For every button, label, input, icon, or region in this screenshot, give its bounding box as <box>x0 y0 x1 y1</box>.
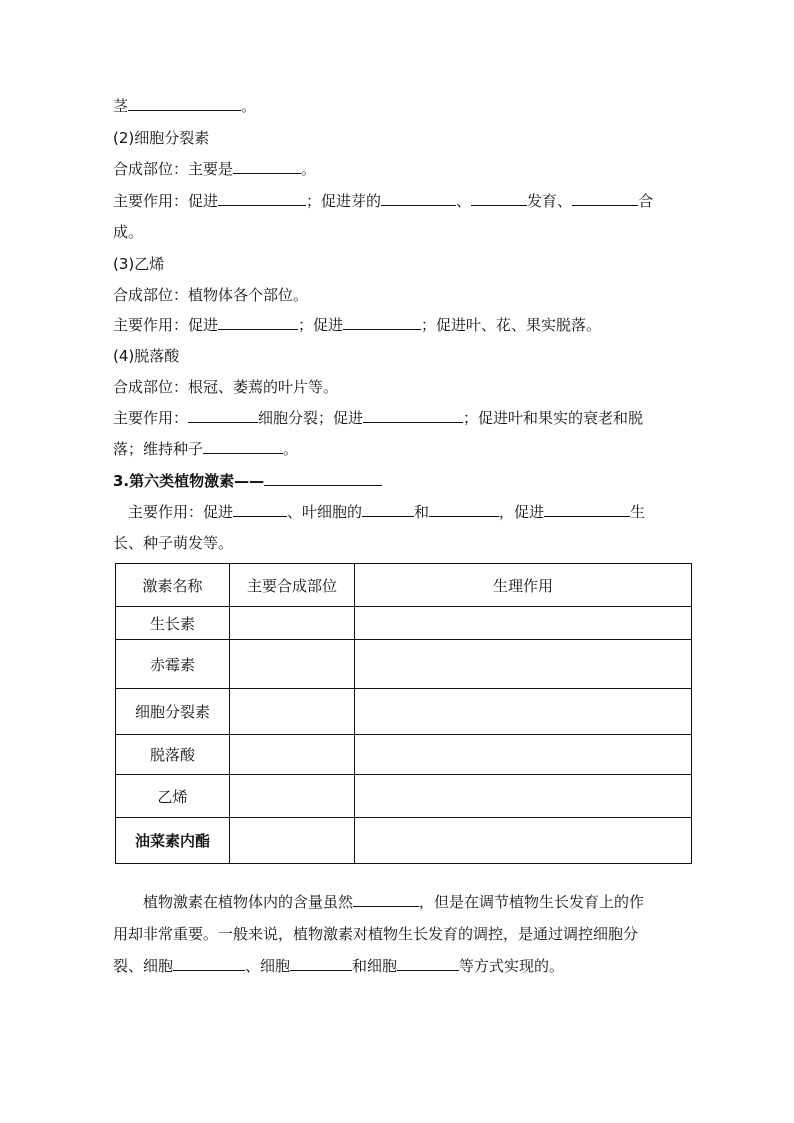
function-cell[interactable] <box>355 640 692 689</box>
text-segment: 和细胞 <box>352 957 398 975</box>
fill-blank[interactable] <box>471 190 527 206</box>
synthesis-site-cell[interactable] <box>230 735 355 775</box>
fill-blank[interactable] <box>363 407 463 423</box>
fill-blank[interactable] <box>203 438 283 454</box>
hormone-table <box>115 563 692 864</box>
text-segment: 生 <box>630 503 646 521</box>
hormone-name-cell: 赤霉素 <box>116 640 230 689</box>
text-segment: 、细胞 <box>245 957 291 975</box>
synthesis-site-cell[interactable] <box>230 818 355 864</box>
function-cell[interactable] <box>355 735 692 775</box>
function-cell[interactable] <box>355 689 692 735</box>
function-cell[interactable] <box>355 775 692 818</box>
synthesis-site-cell[interactable] <box>230 640 355 689</box>
aba-function-cont <box>113 438 298 460</box>
synthesis-site-cell[interactable] <box>230 689 355 735</box>
summary-line-3 <box>113 955 564 977</box>
fill-blank[interactable] <box>353 891 419 907</box>
fill-blank[interactable] <box>128 95 241 111</box>
stem-label: 茎 <box>113 97 129 115</box>
fill-blank[interactable] <box>218 314 298 330</box>
heading-text: 3.第六类植物激素—— <box>113 472 265 490</box>
stem-line <box>113 95 256 117</box>
fill-blank[interactable] <box>188 407 258 423</box>
header-synthesis-site: 主要合成部位 <box>230 564 355 607</box>
text-segment: ，但是在调节植物生长发育上的作 <box>419 893 645 911</box>
cytokinin-heading: (2)细胞分裂素 <box>113 129 210 147</box>
aba-heading: (4)脱落酸 <box>113 347 180 365</box>
fill-blank[interactable] <box>544 501 630 517</box>
aba-site-line: 合成部位：根冠、萎蔫的叶片等。 <box>113 378 339 396</box>
table-row <box>116 818 692 864</box>
table-row <box>116 689 692 735</box>
text-segment: 和 <box>414 503 430 521</box>
fill-blank[interactable] <box>233 501 287 517</box>
cytokinin-function-line <box>113 190 653 212</box>
text-segment: ；促进叶、花、果实脱落。 <box>421 316 602 334</box>
function-label: 主要作用：促进 <box>128 503 234 521</box>
text-segment: 落；维持种子 <box>113 440 204 458</box>
fill-blank[interactable] <box>173 955 245 971</box>
text-segment: 、叶细胞的 <box>287 503 363 521</box>
fill-blank[interactable] <box>264 470 382 486</box>
function-label: 主要作用： <box>113 409 189 427</box>
sixth-function-cont: 长、种子萌发等。 <box>113 534 234 552</box>
hormone-name-cell: 细胞分裂素 <box>116 689 230 735</box>
ethylene-heading: (3)乙烯 <box>113 255 165 273</box>
table-row <box>116 775 692 818</box>
cytokinin-site-line <box>113 158 316 180</box>
ethylene-function-line <box>113 314 601 336</box>
fill-blank[interactable] <box>429 501 499 517</box>
text-segment: ；促进 <box>298 316 344 334</box>
site-label: 合成部位：主要是 <box>113 160 234 178</box>
synthesis-site-cell[interactable] <box>230 607 355 640</box>
summary-line-2: 用却非常重要。一般来说，植物激素对植物生长发育的调控，是通过调控细胞分 <box>113 925 639 943</box>
text-segment: 植物激素在植物体内的含量虽然 <box>143 893 354 911</box>
table-row <box>116 735 692 775</box>
cytokinin-function-cont: 成。 <box>113 223 144 241</box>
header-physiological-function: 生理作用 <box>355 564 692 607</box>
line-end: 。 <box>241 97 257 115</box>
function-label: 主要作用：促进 <box>113 316 219 334</box>
text-segment: 细胞分裂；促进 <box>258 409 364 427</box>
fill-blank[interactable] <box>343 314 421 330</box>
fill-blank[interactable] <box>290 955 352 971</box>
line-end: 。 <box>283 440 299 458</box>
table-row <box>116 640 692 689</box>
function-label: 主要作用：促进 <box>113 192 219 210</box>
fill-blank[interactable] <box>397 955 459 971</box>
text-segment: ；促进芽的 <box>306 192 382 210</box>
text-segment: 、 <box>456 192 472 210</box>
text-segment: 裂、细胞 <box>113 957 174 975</box>
hormone-name-cell: 乙烯 <box>116 775 230 818</box>
table-row <box>116 607 692 640</box>
hormone-name-cell: 生长素 <box>116 607 230 640</box>
fill-blank[interactable] <box>233 158 301 174</box>
function-cell[interactable] <box>355 818 692 864</box>
text-segment: 等方式实现的。 <box>459 957 565 975</box>
function-cell[interactable] <box>355 607 692 640</box>
fill-blank[interactable] <box>218 190 306 206</box>
ethylene-site-line: 合成部位：植物体各个部位。 <box>113 286 309 304</box>
synthesis-site-cell[interactable] <box>230 775 355 818</box>
text-segment: ；促进叶和果实的衰老和脱 <box>463 409 644 427</box>
sixth-function-line <box>128 501 645 523</box>
fill-blank[interactable] <box>362 501 414 517</box>
aba-function-line <box>113 407 643 429</box>
sixth-hormone-heading <box>113 470 382 492</box>
line-end: 。 <box>301 160 317 178</box>
header-hormone-name: 激素名称 <box>116 564 230 607</box>
hormone-name-cell: 脱落酸 <box>116 735 230 775</box>
hormone-name-cell: 油菜素内酯 <box>116 818 230 864</box>
text-segment: 发育、 <box>527 192 573 210</box>
fill-blank[interactable] <box>381 190 456 206</box>
summary-line-1 <box>143 891 644 913</box>
table-header-row <box>116 564 692 607</box>
fill-blank[interactable] <box>572 190 638 206</box>
text-segment: 合 <box>638 192 654 210</box>
text-segment: ，促进 <box>499 503 545 521</box>
